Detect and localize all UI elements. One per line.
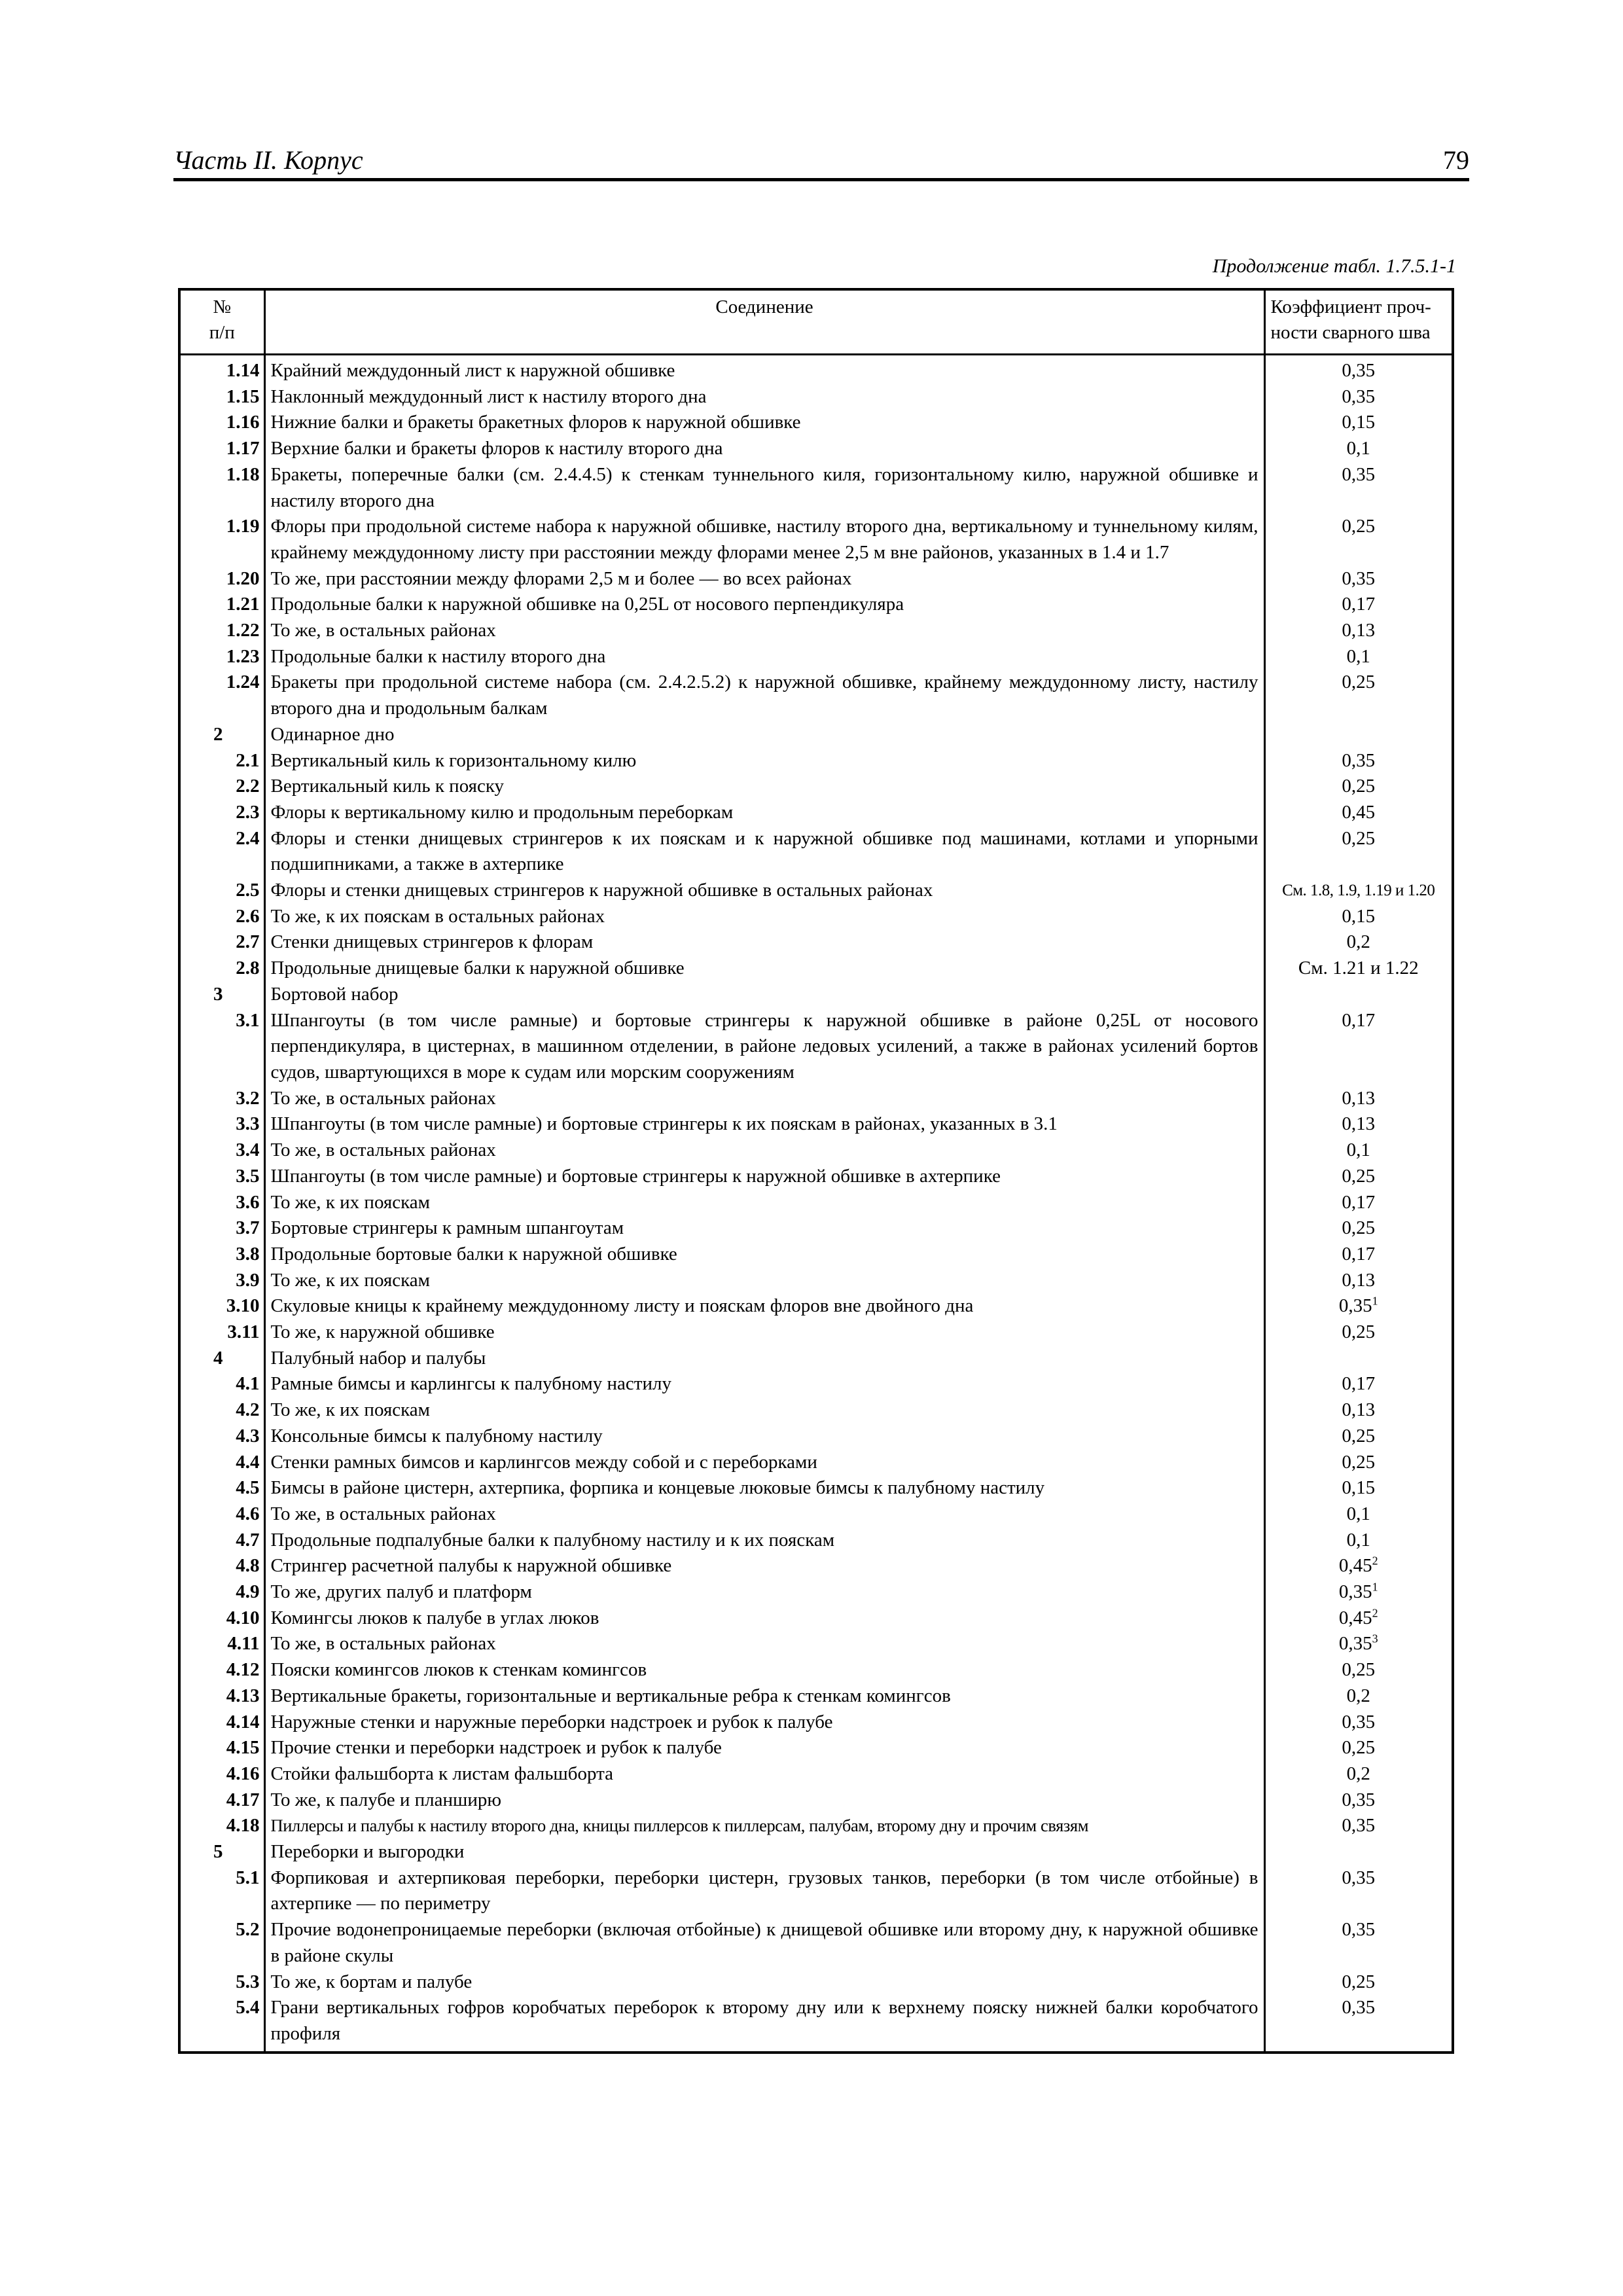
table-row xyxy=(179,826,1453,878)
joint-description: Скуловые кницы к крайнему междудонному листу и пояскам флоров вне двойного дна xyxy=(264,1293,1264,1319)
coefficient-value: 0,25 xyxy=(1342,1659,1376,1681)
table-row xyxy=(179,1579,1453,1605)
table-row xyxy=(179,355,1453,384)
section-row xyxy=(179,722,1453,748)
footnote-marker: 1 xyxy=(1372,1580,1378,1594)
coefficient-value: 0,13 xyxy=(1342,1399,1376,1421)
strength-coefficient xyxy=(1264,1631,1453,1657)
table-row xyxy=(179,384,1453,410)
table-row xyxy=(179,929,1453,956)
table-row xyxy=(179,956,1453,982)
joint-description: Одинарное дно xyxy=(264,722,1264,748)
table-row xyxy=(179,1735,1453,1761)
joint-description: Консольные бимсы к палубному настилу xyxy=(264,1424,1264,1450)
coefficient-value: 0,15 xyxy=(1342,905,1376,927)
table-row xyxy=(179,774,1453,800)
table-row xyxy=(179,462,1453,514)
col-header-num: № п/п xyxy=(179,289,264,355)
joint-description: Продольные днищевые балки к наружной обшивке xyxy=(264,956,1264,982)
strength-coefficient xyxy=(1264,1528,1453,1554)
strength-coefficient xyxy=(1264,436,1453,462)
joint-description: То же, к наружной обшивке xyxy=(264,1319,1264,1346)
footnote-marker: 2 xyxy=(1372,1606,1378,1620)
joint-description: Палубный набор и палубы xyxy=(264,1346,1264,1372)
table-row xyxy=(179,1138,1453,1164)
table-row xyxy=(179,1164,1453,1190)
table-row xyxy=(179,1553,1453,1579)
table-row xyxy=(179,1528,1453,1554)
table-row xyxy=(179,800,1453,826)
row-number: 1.17 xyxy=(179,436,264,462)
table-row xyxy=(179,1657,1453,1683)
joint-description: Верхние балки и бракеты флоров к настилу второго дна xyxy=(264,436,1264,462)
strength-coefficient xyxy=(1264,1657,1453,1683)
row-number: 2.4 xyxy=(179,826,264,878)
col-header-coef: Коэффициент проч- ности сварного шва xyxy=(1264,289,1453,355)
coefficient-value: 0,17 xyxy=(1342,594,1376,615)
coefficient-value: 0,13 xyxy=(1342,1087,1376,1109)
row-number: 5 xyxy=(179,1839,264,1865)
joint-description: Бракеты при продольной системе набора (см. 2.4.2.5.2) к наружной обшивке, крайнему междудонному листу, настилу второго дна и продольным балкам xyxy=(264,670,1264,721)
row-number: 3.3 xyxy=(179,1111,264,1138)
row-number: 2.2 xyxy=(179,774,264,800)
coefficient-value: 0,35 xyxy=(1342,1815,1376,1837)
strength-coefficient xyxy=(1264,1865,1453,1917)
header-rule xyxy=(173,178,1469,181)
strength-coefficient xyxy=(1264,1086,1453,1112)
joint-description: Бортовой набор xyxy=(264,982,1264,1008)
coefficient-value: 0,45 xyxy=(1338,1555,1372,1577)
coefficient-value: 0,2 xyxy=(1346,1763,1370,1784)
joint-description: Пиллерсы и палубы к настилу второго дна, кницы пиллерсов к пиллерсам, палубам, второму дну и прочим связям xyxy=(264,1813,1264,1839)
row-number: 1.23 xyxy=(179,644,264,670)
strength-coefficient xyxy=(1264,1917,1453,1969)
row-number: 4.8 xyxy=(179,1553,264,1579)
row-number: 4.15 xyxy=(179,1735,264,1761)
coefficient-value: 0,2 xyxy=(1346,931,1370,953)
table-row xyxy=(179,1450,1453,1476)
coefficient-value: 0,35 xyxy=(1342,749,1376,771)
joint-description: То же, к их пояскам в остальных районах xyxy=(264,904,1264,930)
coefficient-value: 0,25 xyxy=(1342,1425,1376,1446)
strength-coefficient xyxy=(1264,1787,1453,1814)
row-number: 3.11 xyxy=(179,1319,264,1346)
coefficient-value: 0,1 xyxy=(1346,438,1370,459)
coefficient-value: 0,35 xyxy=(1342,360,1376,381)
table-row xyxy=(179,1995,1453,2052)
joint-description: Флоры и стенки днищевых стрингеров к наружной обшивке в остальных районах xyxy=(264,878,1264,904)
strength-coefficient xyxy=(1264,1813,1453,1839)
coefficient-value: 0,35 xyxy=(1342,1919,1376,1941)
strength-coefficient xyxy=(1264,1190,1453,1216)
strength-coefficient xyxy=(1264,1215,1453,1242)
joint-description: Флоры к вертикальному килю и продольным переборкам xyxy=(264,800,1264,826)
table-row xyxy=(179,436,1453,462)
strength-coefficient xyxy=(1264,1111,1453,1138)
table-row xyxy=(179,1605,1453,1632)
row-number: 1.21 xyxy=(179,592,264,618)
table-row xyxy=(179,1787,1453,1814)
joint-description: Шпангоуты (в том числе рамные) и бортовые стрингеры к наружной обшивке в ахтерпике xyxy=(264,1164,1264,1190)
row-number: 4.12 xyxy=(179,1657,264,1683)
strength-coefficient xyxy=(1264,384,1453,410)
joint-description: Прочие стенки и переборки надстроек и рубок к палубе xyxy=(264,1735,1264,1761)
coefficient-value: 0,25 xyxy=(1342,516,1376,537)
strength-coefficient xyxy=(1264,1995,1453,2052)
row-number: 2.5 xyxy=(179,878,264,904)
joint-description: То же, в остальных районах xyxy=(264,618,1264,644)
coefficient-value: 0,15 xyxy=(1342,1477,1376,1499)
coefficient-value: 0,35 xyxy=(1342,463,1376,485)
joint-description: Стойки фальшборта к листам фальшборта xyxy=(264,1761,1264,1787)
strength-coefficient xyxy=(1264,748,1453,774)
table-header-row xyxy=(179,289,1453,355)
row-number: 3.2 xyxy=(179,1086,264,1112)
joint-description: Прочие водонепроницаемые переборки (включая отбойные) к днищевой обшивке или второму дну, к наружной обшивке в районе скулы xyxy=(264,1917,1264,1969)
coefficient-value: 0,25 xyxy=(1342,1217,1376,1239)
table-row xyxy=(179,514,1453,565)
table-row xyxy=(179,1761,1453,1787)
strength-coefficient xyxy=(1264,514,1453,565)
footnote-marker: 3 xyxy=(1372,1632,1378,1645)
coefficient-value: 0,35 xyxy=(1342,386,1376,407)
section-row xyxy=(179,982,1453,1008)
joint-description: То же, в остальных районах xyxy=(264,1138,1264,1164)
joint-description: Переборки и выгородки xyxy=(264,1839,1264,1865)
joint-description: То же, в остальных районах xyxy=(264,1501,1264,1528)
joint-description: Наружные стенки и наружные переборки надстроек и рубок к палубе xyxy=(264,1710,1264,1736)
row-number: 4.9 xyxy=(179,1579,264,1605)
row-number: 1.15 xyxy=(179,384,264,410)
table-row xyxy=(179,618,1453,644)
strength-coefficient xyxy=(1264,1346,1453,1372)
strength-coefficient xyxy=(1264,1501,1453,1528)
joint-description: Вертикальный киль к горизонтальному килю xyxy=(264,748,1264,774)
joint-description: Продольные бортовые балки к наружной обшивке xyxy=(264,1242,1264,1268)
strength-coefficient xyxy=(1264,462,1453,514)
coefficient-value: 0,25 xyxy=(1342,1321,1376,1343)
joint-description: Рамные бимсы и карлингсы к палубному настилу xyxy=(264,1371,1264,1397)
strength-coefficient xyxy=(1264,592,1453,618)
coefficient-value: 0,2 xyxy=(1346,1685,1370,1706)
coefficient-value: 0,25 xyxy=(1342,1971,1376,1992)
row-number: 3.4 xyxy=(179,1138,264,1164)
strength-coefficient xyxy=(1264,722,1453,748)
weld-strength-table xyxy=(178,288,1454,2054)
row-number: 3.10 xyxy=(179,1293,264,1319)
table-row xyxy=(179,1501,1453,1528)
joint-description: Флоры при продольной системе набора к наружной обшивке, настилу второго дна, вертикальному и туннельному килям, крайнему междудонному листу при расстоянии между флорами менее 2,5 м вне районов, указанных в 1.4 и 1.7 xyxy=(264,514,1264,565)
coefficient-value: 0,35 xyxy=(1342,1711,1376,1732)
strength-coefficient xyxy=(1264,1735,1453,1761)
row-number: 2.7 xyxy=(179,929,264,956)
table-row xyxy=(179,904,1453,930)
col-header-joint: Соединение xyxy=(264,289,1264,355)
strength-coefficient xyxy=(1264,1268,1453,1294)
row-number: 3.1 xyxy=(179,1008,264,1086)
table-row xyxy=(179,1293,1453,1319)
row-number: 3.5 xyxy=(179,1164,264,1190)
coefficient-value: 0,1 xyxy=(1346,1529,1370,1551)
row-number: 2.1 xyxy=(179,748,264,774)
row-number: 4.11 xyxy=(179,1631,264,1657)
strength-coefficient xyxy=(1264,1242,1453,1268)
table-row xyxy=(179,670,1453,721)
coefficient-value: 0,13 xyxy=(1342,620,1376,641)
strength-coefficient xyxy=(1264,1761,1453,1787)
row-number: 3.8 xyxy=(179,1242,264,1268)
row-number: 5.3 xyxy=(179,1969,264,1996)
table-row xyxy=(179,1475,1453,1501)
strength-coefficient xyxy=(1264,929,1453,956)
table-row xyxy=(179,1631,1453,1657)
coefficient-value: 0,25 xyxy=(1342,672,1376,693)
strength-coefficient xyxy=(1264,1579,1453,1605)
coefficient-value: 0,1 xyxy=(1346,1503,1370,1524)
coefficient-value: См. 1.8, 1.9, 1.19 и 1.20 xyxy=(1282,882,1435,900)
coefficient-value: 0,25 xyxy=(1342,1737,1376,1759)
coefficient-value: 0,17 xyxy=(1342,1373,1376,1395)
table-row xyxy=(179,410,1453,436)
coefficient-value: 0,15 xyxy=(1342,412,1376,433)
table-row xyxy=(179,1215,1453,1242)
table-row xyxy=(179,1086,1453,1112)
table-row xyxy=(179,1371,1453,1397)
joint-description: Грани вертикальных гофров коробчатых переборок к второму дну или к верхнему пояску нижней балки коробчатого профиля xyxy=(264,1995,1264,2052)
coefficient-value: 0,13 xyxy=(1342,1269,1376,1291)
strength-coefficient xyxy=(1264,826,1453,878)
coefficient-value: 0,45 xyxy=(1342,801,1376,823)
row-number: 4.18 xyxy=(179,1813,264,1839)
coefficient-value: 0,35 xyxy=(1342,1997,1376,2018)
coefficient-value: 0,35 xyxy=(1338,1581,1372,1603)
strength-coefficient xyxy=(1264,1605,1453,1632)
strength-coefficient xyxy=(1264,1293,1453,1319)
row-number: 2.8 xyxy=(179,956,264,982)
strength-coefficient xyxy=(1264,1319,1453,1346)
joint-description: То же, в остальных районах xyxy=(264,1631,1264,1657)
joint-description: То же, при расстоянии между флорами 2,5 м и более — во всех районах xyxy=(264,566,1264,592)
strength-coefficient xyxy=(1264,410,1453,436)
joint-description: Вертикальные бракеты, горизонтальные и вертикальные ребра к стенкам комингсов xyxy=(264,1683,1264,1710)
strength-coefficient xyxy=(1264,774,1453,800)
row-number: 4.6 xyxy=(179,1501,264,1528)
row-number: 5.1 xyxy=(179,1865,264,1917)
joint-description: Бимсы в районе цистерн, ахтерпика, форпика и концевые люковые бимсы к палубному настилу xyxy=(264,1475,1264,1501)
coefficient-value: 0,35 xyxy=(1338,1633,1372,1655)
row-number: 4 xyxy=(179,1346,264,1372)
strength-coefficient xyxy=(1264,982,1453,1008)
strength-coefficient xyxy=(1264,1450,1453,1476)
footnote-marker: 1 xyxy=(1372,1294,1378,1308)
strength-coefficient xyxy=(1264,1008,1453,1086)
coefficient-value: 0,13 xyxy=(1342,1113,1376,1135)
joint-description: Вертикальный киль к пояску xyxy=(264,774,1264,800)
row-number: 1.18 xyxy=(179,462,264,514)
table-row xyxy=(179,878,1453,904)
row-number: 4.16 xyxy=(179,1761,264,1787)
section-row xyxy=(179,1839,1453,1865)
coefficient-value: 0,25 xyxy=(1342,1451,1376,1473)
row-number: 4.14 xyxy=(179,1710,264,1736)
strength-coefficient xyxy=(1264,878,1453,904)
strength-coefficient xyxy=(1264,1371,1453,1397)
joint-description: Стенки днищевых стрингеров к флорам xyxy=(264,929,1264,956)
joint-description: То же, других палуб и платформ xyxy=(264,1579,1264,1605)
row-number: 4.4 xyxy=(179,1450,264,1476)
joint-description: Стрингер расчетной палубы к наружной обшивке xyxy=(264,1553,1264,1579)
strength-coefficient xyxy=(1264,1553,1453,1579)
row-number: 1.16 xyxy=(179,410,264,436)
strength-coefficient xyxy=(1264,355,1453,384)
row-number: 2.6 xyxy=(179,904,264,930)
coefficient-value: 0,35 xyxy=(1342,567,1376,589)
coefficient-value: 0,25 xyxy=(1342,827,1376,849)
row-number: 2 xyxy=(179,722,264,748)
row-number: 2.3 xyxy=(179,800,264,826)
joint-description: Форпиковая и ахтерпиковая переборки, переборки цистерн, грузовых танков, переборки (в том числе отбойные) в ахтерпике — по периметру xyxy=(264,1865,1264,1917)
table-row xyxy=(179,1865,1453,1917)
coefficient-value: 0,25 xyxy=(1342,776,1376,797)
row-number: 4.5 xyxy=(179,1475,264,1501)
table-row xyxy=(179,1268,1453,1294)
row-number: 1.14 xyxy=(179,355,264,384)
joint-description: Продольные балки к настилу второго дна xyxy=(264,644,1264,670)
row-number: 3.6 xyxy=(179,1190,264,1216)
strength-coefficient xyxy=(1264,904,1453,930)
row-number: 3 xyxy=(179,982,264,1008)
table-row xyxy=(179,1319,1453,1346)
row-number: 1.24 xyxy=(179,670,264,721)
coefficient-value: См. 1.21 и 1.22 xyxy=(1298,958,1419,979)
strength-coefficient xyxy=(1264,1710,1453,1736)
joint-description: Шпангоуты (в том числе рамные) и бортовые стрингеры к наружной обшивке в районе 0,25L от носового перпендикуляра, в цистернах, в машинном отделении, в районе ледовых усилений, а также в районах усилений бортов судов, швартующихся в море к судам или морским сооружениям xyxy=(264,1008,1264,1086)
strength-coefficient xyxy=(1264,1969,1453,1996)
strength-coefficient xyxy=(1264,800,1453,826)
row-number: 4.7 xyxy=(179,1528,264,1554)
table-row xyxy=(179,644,1453,670)
table-row xyxy=(179,1969,1453,1996)
strength-coefficient xyxy=(1264,644,1453,670)
row-number: 4.10 xyxy=(179,1605,264,1632)
table-row xyxy=(179,566,1453,592)
joint-description: То же, в остальных районах xyxy=(264,1086,1264,1112)
table-row xyxy=(179,1710,1453,1736)
strength-coefficient xyxy=(1264,1475,1453,1501)
joint-description: То же, к бортам и палубе xyxy=(264,1969,1264,1996)
table-row xyxy=(179,1683,1453,1710)
joint-description: Бортовые стрингеры к рамным шпангоутам xyxy=(264,1215,1264,1242)
table-row xyxy=(179,1242,1453,1268)
row-number: 4.17 xyxy=(179,1787,264,1814)
row-number: 1.20 xyxy=(179,566,264,592)
joint-description: Шпангоуты (в том числе рамные) и бортовые стрингеры к их пояскам в районах, указанных в 3.1 xyxy=(264,1111,1264,1138)
joint-description: Пояски комингсов люков к стенкам комингсов xyxy=(264,1657,1264,1683)
coefficient-value: 0,45 xyxy=(1338,1607,1372,1628)
joint-description: То же, к палубе и планширю xyxy=(264,1787,1264,1814)
joint-description: То же, к их пояскам xyxy=(264,1268,1264,1294)
table-row xyxy=(179,1424,1453,1450)
strength-coefficient xyxy=(1264,1164,1453,1190)
joint-description: Флоры и стенки днищевых стрингеров к их пояскам и к наружной обшивке под машинами, котлами и упорными подшипниками, а также в ахтерпике xyxy=(264,826,1264,878)
table-row xyxy=(179,1813,1453,1839)
joint-description: То же, к их пояскам xyxy=(264,1397,1264,1424)
footnote-marker: 2 xyxy=(1372,1554,1378,1568)
coefficient-value: 0,17 xyxy=(1342,1243,1376,1265)
joint-description: Комингсы люков к палубе в углах люков xyxy=(264,1605,1264,1632)
joint-description: Бракеты, поперечные балки (см. 2.4.4.5) к стенкам туннельного киля, горизонтальному килю, наружной обшивке и настилу второго дна xyxy=(264,462,1264,514)
joint-description: Продольные балки к наружной обшивке на 0,25L от носового перпендикуляра xyxy=(264,592,1264,618)
joint-description: То же, к их пояскам xyxy=(264,1190,1264,1216)
row-number: 4.2 xyxy=(179,1397,264,1424)
table-row xyxy=(179,1111,1453,1138)
row-number: 4.1 xyxy=(179,1371,264,1397)
row-number: 3.7 xyxy=(179,1215,264,1242)
coefficient-value: 0,35 xyxy=(1342,1789,1376,1810)
part-title: Часть II. Корпус xyxy=(173,145,363,175)
row-number: 1.19 xyxy=(179,514,264,565)
coefficient-value: 0,25 xyxy=(1342,1165,1376,1187)
coefficient-value: 0,35 xyxy=(1338,1295,1372,1317)
joint-description: Наклонный междудонный лист к настилу второго дна xyxy=(264,384,1264,410)
strength-coefficient xyxy=(1264,618,1453,644)
table-row xyxy=(179,748,1453,774)
joint-description: Стенки рамных бимсов и карлингсов между собой и с переборками xyxy=(264,1450,1264,1476)
table-row xyxy=(179,1917,1453,1969)
row-number: 3.9 xyxy=(179,1268,264,1294)
table-caption: Продолжение табл. 1.7.5.1-1 xyxy=(1212,255,1456,277)
coefficient-value: 0,1 xyxy=(1346,645,1370,667)
coefficient-value: 0,1 xyxy=(1346,1139,1370,1161)
table-row xyxy=(179,592,1453,618)
table-row xyxy=(179,1190,1453,1216)
strength-coefficient xyxy=(1264,1424,1453,1450)
row-number: 5.4 xyxy=(179,1995,264,2052)
strength-coefficient xyxy=(1264,956,1453,982)
coefficient-value: 0,17 xyxy=(1342,1191,1376,1213)
table-row xyxy=(179,1008,1453,1086)
strength-coefficient xyxy=(1264,670,1453,721)
row-number: 4.3 xyxy=(179,1424,264,1450)
page-number: 79 xyxy=(1443,145,1469,175)
section-row xyxy=(179,1346,1453,1372)
joint-description: Крайний междудонный лист к наружной обшивке xyxy=(264,355,1264,384)
running-header xyxy=(173,145,1469,179)
joint-description: Продольные подпалубные балки к палубному настилу и к их пояскам xyxy=(264,1528,1264,1554)
strength-coefficient xyxy=(1264,566,1453,592)
table-row xyxy=(179,1397,1453,1424)
joint-description: Нижние балки и бракеты бракетных флоров к наружной обшивке xyxy=(264,410,1264,436)
strength-coefficient xyxy=(1264,1839,1453,1865)
strength-coefficient xyxy=(1264,1397,1453,1424)
coefficient-value: 0,17 xyxy=(1342,1009,1376,1031)
row-number: 1.22 xyxy=(179,618,264,644)
row-number: 5.2 xyxy=(179,1917,264,1969)
strength-coefficient xyxy=(1264,1138,1453,1164)
row-number: 4.13 xyxy=(179,1683,264,1710)
coefficient-value: 0,35 xyxy=(1342,1867,1376,1888)
strength-coefficient xyxy=(1264,1683,1453,1710)
